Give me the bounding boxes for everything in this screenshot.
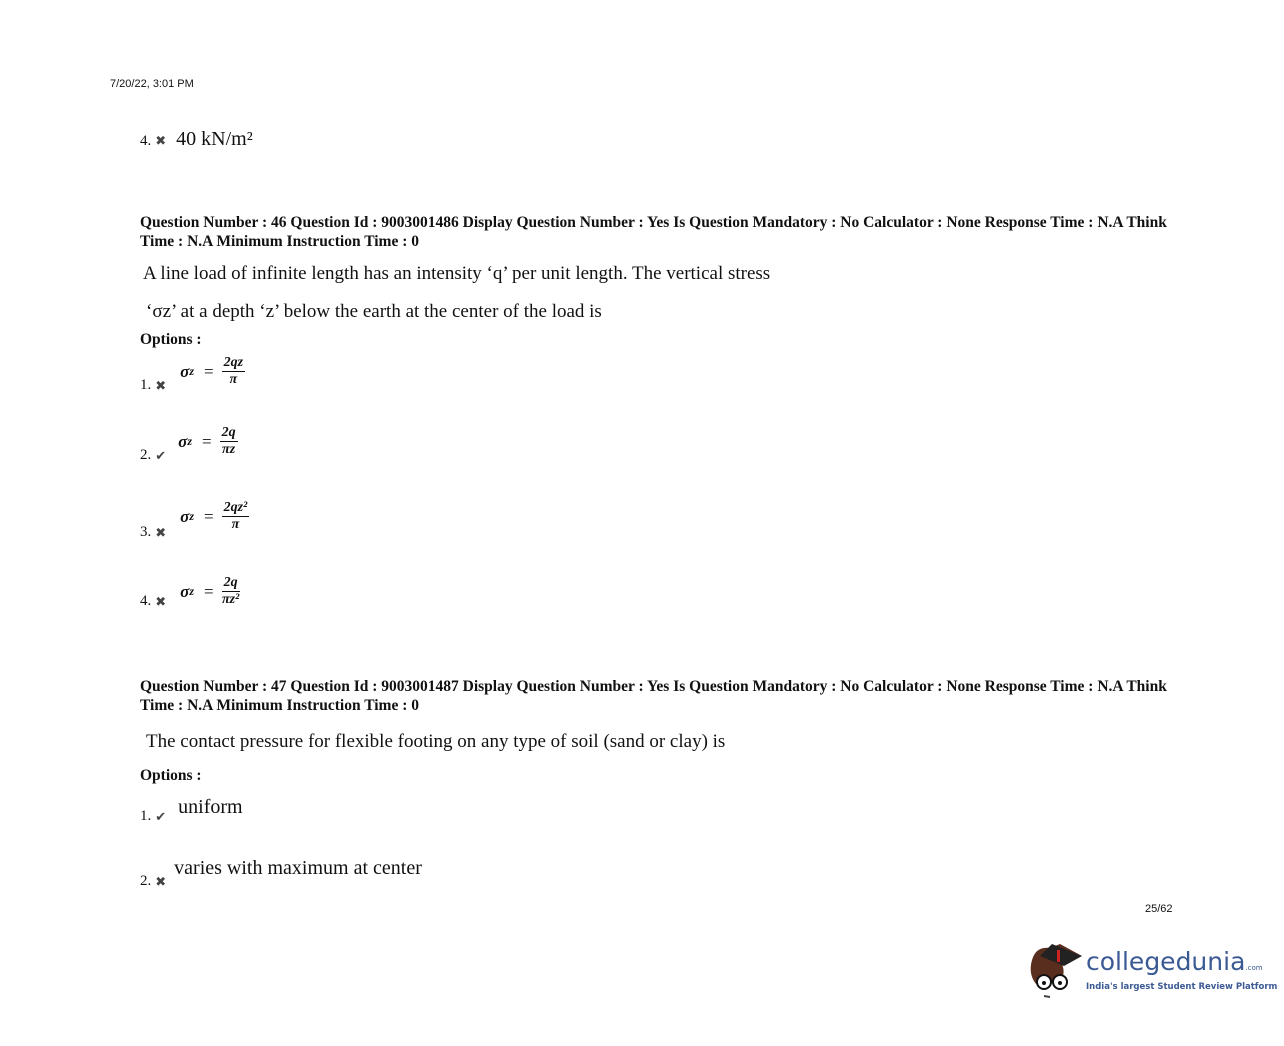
fraction xyxy=(222,355,245,388)
subscript: z xyxy=(187,434,192,448)
numerator: 2qz² xyxy=(223,500,248,515)
check-icon: ✔ xyxy=(155,448,167,463)
cross-icon: ✖ xyxy=(155,525,167,540)
page-number: 25/62 xyxy=(1145,903,1173,915)
denominator: πz xyxy=(222,442,236,457)
question-text: The contact pressure for flexible footing on any type of soil (sand or clay) is xyxy=(146,731,726,752)
collegedunia-logo xyxy=(1026,940,1277,1000)
mascot-icon xyxy=(1026,940,1084,1000)
numerator: 2qz xyxy=(223,355,244,370)
options-label: Options : xyxy=(140,331,202,348)
option-number: 2. xyxy=(140,873,152,889)
formula xyxy=(180,500,249,533)
option-1 xyxy=(140,355,245,394)
equals: = xyxy=(204,506,214,526)
prev-option-4 xyxy=(140,128,253,151)
question-text: A line load of infinite length has an intensity ‘q’ per unit length. The vertical stress xyxy=(143,263,771,284)
check-icon: ✔ xyxy=(155,809,167,824)
sigma: σ xyxy=(178,431,188,451)
subscript: z xyxy=(189,509,194,523)
logo-name: collegedunia xyxy=(1086,947,1246,976)
denominator: π xyxy=(229,372,238,387)
option-2 xyxy=(140,425,238,464)
option-number: 3. xyxy=(140,524,152,540)
option-text: varies with maximum at center xyxy=(174,857,422,879)
numerator: 2q xyxy=(221,425,236,440)
option-number: 4. xyxy=(140,133,152,149)
fraction xyxy=(222,575,240,608)
option-4 xyxy=(140,575,240,610)
option-number: 1. xyxy=(140,377,152,393)
logo-tagline: India's largest Student Review Platform xyxy=(1086,982,1278,992)
option-text: uniform xyxy=(178,796,243,818)
logo-suffix: .com xyxy=(1245,964,1263,972)
cross-icon: ✖ xyxy=(155,874,167,889)
formula xyxy=(180,575,239,608)
print-timestamp: 7/20/22, 3:01 PM xyxy=(110,78,194,90)
denominator: π xyxy=(231,517,240,532)
subscript: z xyxy=(189,364,194,378)
option-number: 1. xyxy=(140,808,152,824)
options-label: Options : xyxy=(140,767,202,784)
option-1 xyxy=(140,796,243,825)
fraction xyxy=(220,425,238,458)
denominator: πz² xyxy=(221,592,240,607)
option-2 xyxy=(140,857,422,890)
subscript: z xyxy=(189,584,194,598)
option-number: 2. xyxy=(140,447,152,463)
sigma: σ xyxy=(180,361,190,381)
fraction xyxy=(222,500,250,533)
sigma: σ xyxy=(180,506,190,526)
equals: = xyxy=(204,361,214,381)
equals: = xyxy=(204,581,214,601)
question-text-line2: ‘σz’ at a depth ‘z’ below the earth at the center of the load is xyxy=(146,301,602,322)
option-number: 4. xyxy=(140,593,152,609)
sigma: σ xyxy=(180,581,190,601)
option-3 xyxy=(140,500,249,541)
formula xyxy=(180,355,245,388)
cross-icon: ✖ xyxy=(155,378,167,393)
formula xyxy=(178,425,237,458)
question-meta: Question Number : 47 Question Id : 9003001487 Display Question Number : Yes Is Question Mandatory : No Calculator : None Response Time : N.A Think Time : N.A Minimum Instruction Time : 0 xyxy=(140,678,1167,714)
cross-icon: ✖ xyxy=(155,133,167,148)
option-text: 40 kN/m² xyxy=(176,128,253,150)
cross-icon: ✖ xyxy=(155,594,167,609)
equals: = xyxy=(202,431,212,451)
numerator: 2q xyxy=(223,575,238,590)
question-meta: Question Number : 46 Question Id : 9003001486 Display Question Number : Yes Is Question Mandatory : No Calculator : None Response Time : N.A Think Time : N.A Minimum Instruction Time : 0 xyxy=(140,214,1167,250)
